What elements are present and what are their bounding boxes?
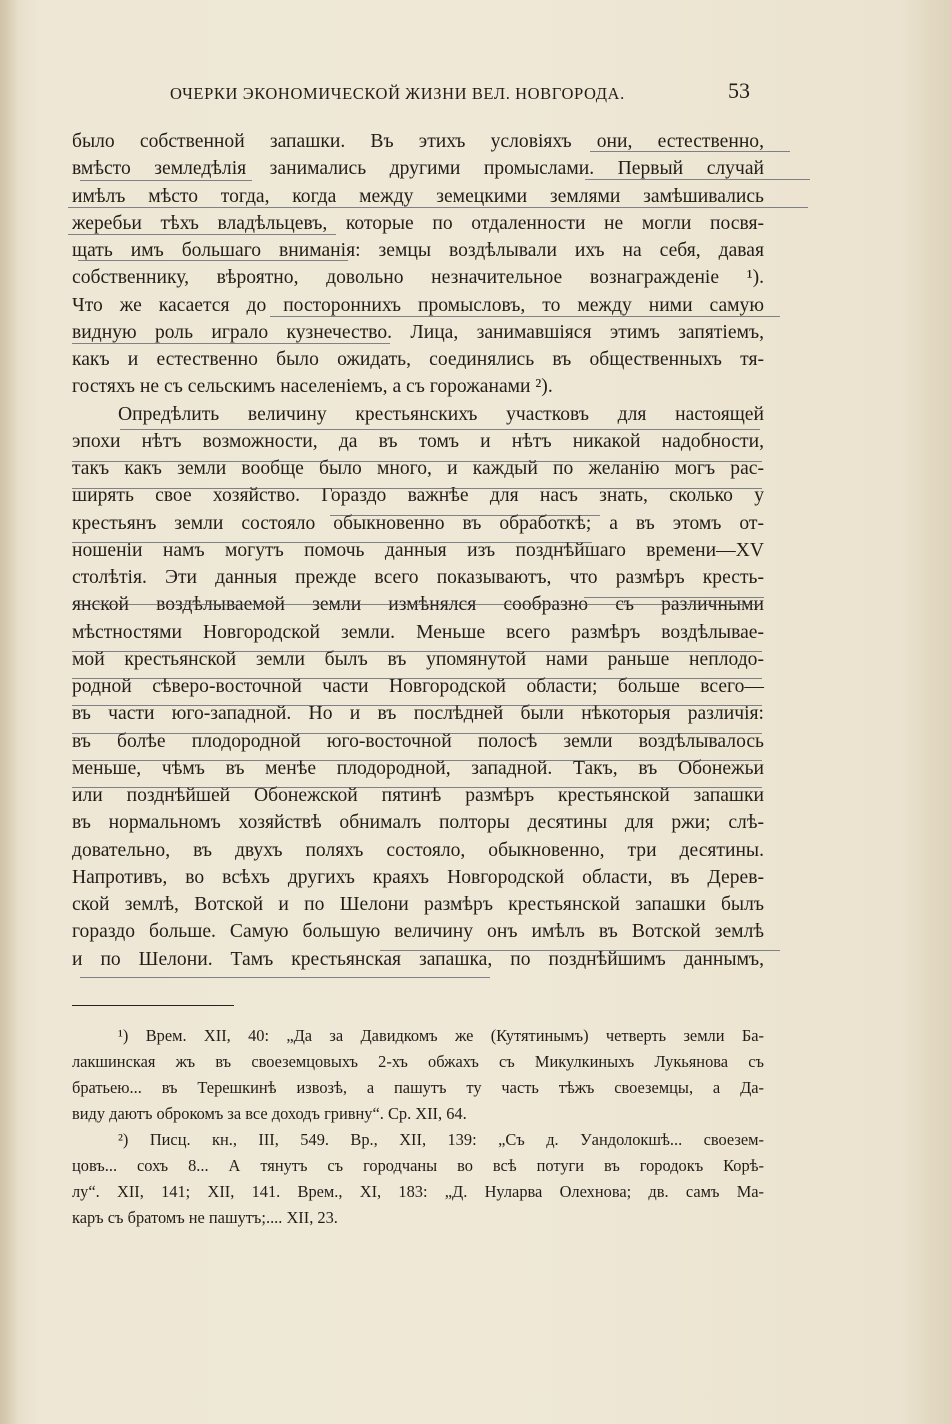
text-line: гостяхъ не съ сельскимъ населеніемъ, а съ горожанами ²). — [72, 376, 553, 398]
page-number: 53 — [728, 78, 750, 103]
pencil-underline — [80, 977, 490, 978]
pencil-underline — [72, 343, 390, 344]
pencil-underline — [380, 950, 780, 951]
footnote-line: каръ съ братомъ не пашутъ;.... XII, 23. — [72, 1208, 338, 1227]
pencil-underline — [72, 461, 762, 462]
footnote-line: ²) Писц. кн., III, 549. Вр., XII, 139: „Съ д. Уандолокшѣ... своезем- — [118, 1130, 764, 1149]
pencil-underline — [72, 542, 592, 543]
text-line: ношеніи намъ могутъ помочь данныя изъ позднѣйшаго времени—XV — [72, 539, 764, 561]
text-line: какъ и естественно было ожидать, соединялись въ общественныхъ тя- — [72, 349, 764, 370]
text-line: жеребьи тѣхъ владѣльцевъ, которые по отдаленности не могли посвя- — [72, 212, 764, 234]
footnote-line: ¹) Врем. XII, 40: „Да за Давидкомъ же (Кутятинымъ) четверть земли Ба- — [118, 1026, 764, 1045]
text-line: Опредѣлить величину крестьянскихъ участковъ для настоящей — [118, 403, 764, 425]
text-line: Что же касается до постороннихъ промысловъ, то между ними самую — [72, 294, 764, 316]
pencil-underline — [330, 515, 600, 516]
text-line: родной сѣверо-восточной части Новгородской области; больше всего— — [72, 676, 764, 697]
footnote-line: братьею... въ Терешкинѣ извозѣ, а пашутъ ту часть тѣжъ своеземцы, а Да- — [72, 1078, 764, 1097]
text-line: въ болѣе плодородной юго-восточной полосѣ земли воздѣлывалось — [72, 730, 764, 752]
page-gutter-shadow — [0, 0, 18, 1424]
footnote-separator — [72, 1005, 234, 1006]
running-header: ОЧЕРКИ ЭКОНОМИЧЕСКОЙ ЖИЗНИ ВЕЛ. НОВГОРОДА. — [170, 84, 625, 103]
text-line: или позднѣйшей Обонежской пятинѣ размѣръ крестьянской запашки — [72, 785, 764, 806]
text-line: собственнику, вѣроятно, довольно незначительное вознагражденіе ¹). — [72, 267, 764, 289]
pencil-underline — [68, 207, 808, 208]
footnotes — [72, 1023, 764, 1231]
text-line: гораздо больше. Самую большую величину онъ имѣлъ въ Вотской землѣ — [72, 921, 764, 943]
text-line: довательно, въ двухъ поляхъ состояло, обыкновенно, три десятины. — [72, 839, 764, 861]
text-line: и по Шелони. Тамъ крестьянская запашка, по позднѣйшимъ даннымъ, — [72, 948, 764, 970]
pencil-underline — [80, 180, 252, 181]
text-line: столѣтія. Эти данныя прежде всего показываютъ, что размѣръ кресть- — [72, 567, 764, 588]
text-line: мѣстностями Новгородской земли. Меньше всего размѣръ воздѣлывае- — [72, 621, 764, 643]
text-line: было собственной запашки. Въ этихъ условіяхъ они, естественно, — [72, 131, 764, 152]
pencil-underline — [72, 705, 762, 706]
text-line: эпохи нѣтъ возможности, да въ томъ и нѣтъ никакой надобности, — [72, 430, 764, 452]
text-line: ской землѣ, Вотской и по Шелони размѣръ крестьянской запашки былъ — [72, 894, 764, 915]
pencil-underline — [72, 760, 762, 761]
text-line: крестьянъ земли состояло обыкновенно въ обработкѣ; а въ этомъ от- — [72, 512, 764, 534]
footnote-line: лакшинская жъ въ своеземцовыхъ 2-хъ обжахъ съ Микулкиныхъ Лукьянова съ — [72, 1052, 764, 1071]
text-line: вмѣсто земледѣлія занимались другими промыслами. Первый случай — [72, 158, 764, 180]
pencil-underline — [584, 597, 764, 598]
text-line: въ нормальномъ хозяйствѣ обнималъ полторы десятины для ржи; слѣ- — [72, 812, 764, 834]
pencil-underline — [585, 179, 810, 180]
footnote-line: лу“. XII, 141; XII, 141. Врем., XI, 183: „Д. Нуларва Олехнова; дв. самъ Ма- — [72, 1182, 764, 1201]
text-line: ширять свое хозяйство. Гораздо важнѣе для насъ знать, сколько у — [72, 485, 764, 507]
pencil-underline — [72, 733, 762, 734]
text-line: видную роль играло кузнечество. Лица, занимавшіяся этимъ запятіемъ, — [72, 321, 764, 343]
pencil-underline — [78, 260, 348, 261]
pencil-underline — [68, 234, 336, 235]
pencil-underline — [72, 604, 762, 605]
text-line: мой крестьянской земли былъ въ упомянутой нами раньше неплодо- — [72, 648, 764, 670]
text-line: Напротивъ, во всѣхъ другихъ краяхъ Новгородской области, въ Дерев- — [72, 866, 764, 888]
text-line: въ части юго-западной. Но и въ послѣдней были нѣкоторыя различія: — [72, 703, 764, 725]
text-line: янской воздѣлываемой земли измѣнялся сообразно съ различными — [72, 594, 764, 616]
text-line: такъ какъ земли вообще было много, и каждый по желанію могъ рас- — [72, 458, 764, 479]
text-line: щать имъ большаго вниманія: земцы воздѣлывали ихъ на себя, давая — [72, 240, 764, 261]
text-line: меньше, чѣмъ въ менѣе плодородной, западной. Такъ, въ Обонежьи — [72, 757, 764, 779]
text-line: имѣлъ мѣсто тогда, когда между земецкими землями замѣшивались — [72, 185, 764, 207]
footnote-line: виду даютъ оброкомъ за все доходъ гривну“. Ср. XII, 64. — [72, 1104, 467, 1123]
main-text — [72, 128, 764, 973]
pencil-underline — [72, 787, 762, 788]
pencil-underline — [270, 316, 780, 317]
pencil-underline — [120, 429, 760, 430]
footnote-line: цовъ... сохъ 8... А тянутъ съ городчаны во всѣ потуги въ городокъ Корѣ- — [72, 1156, 764, 1175]
pencil-underline — [72, 678, 762, 679]
pencil-underline — [590, 151, 790, 152]
pencil-underline — [72, 651, 762, 652]
pencil-underline — [72, 488, 762, 489]
